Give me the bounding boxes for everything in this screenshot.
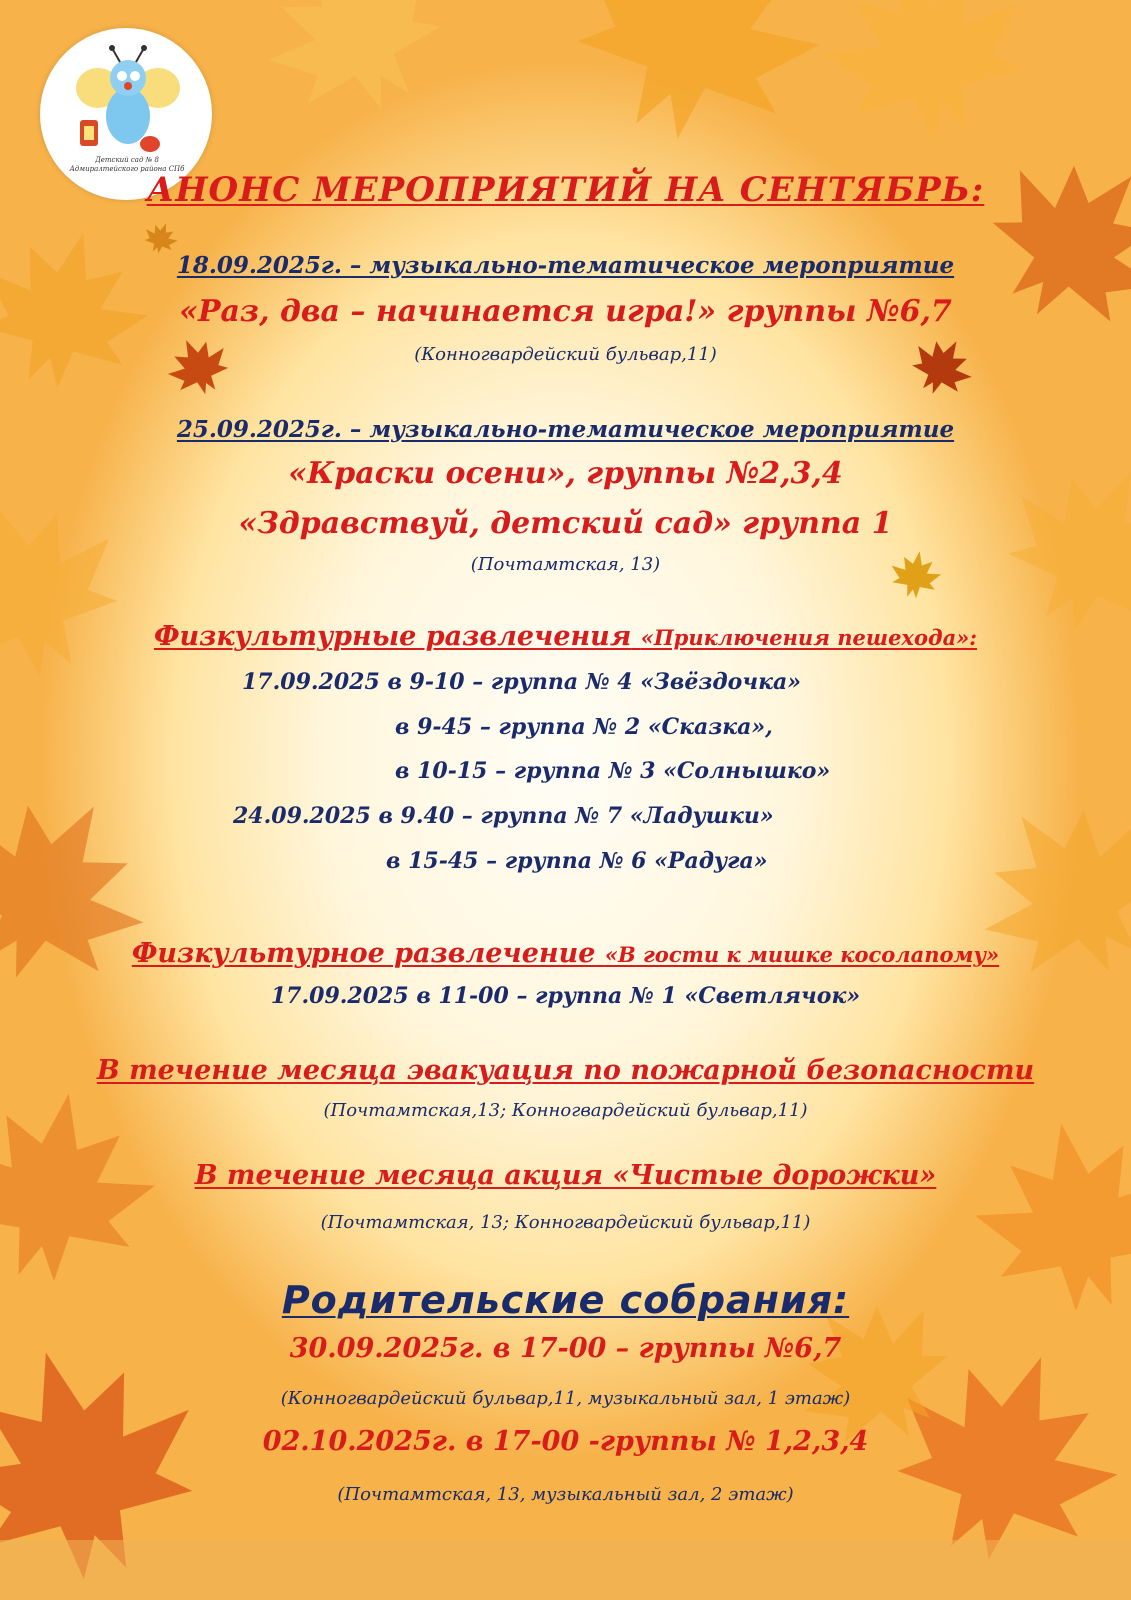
sport1-row-5: в 15-45 – группа № 6 «Радуга» — [386, 848, 768, 874]
evacuation-address: (Почтамтская,13; Конногвардейский бульвар,11) — [323, 1100, 808, 1121]
meetings-title: Родительские собрания: — [281, 1278, 850, 1322]
event1-date-line: 18.09.2025г. – музыкально-тематическое мероприятие — [176, 252, 955, 279]
event2-date-line: 25.09.2025г. – музыкально-тематическое мероприятие — [176, 416, 955, 443]
campaign-address: (Почтамтская, 13; Конногвардейский бульвар,11) — [320, 1212, 811, 1233]
campaign-title: В течение месяца акция «Чистые дорожки» — [194, 1160, 937, 1191]
event2-name-2: «Здравствуй, детский сад» группа 1 — [238, 506, 893, 541]
sport1-row-3: в 10-15 – группа № 3 «Солнышко» — [395, 758, 831, 784]
meeting-1-address: (Конногвардейский бульвар,11, музыкальный зал, 1 этаж) — [280, 1388, 851, 1409]
meeting-1: 30.09.2025г. в 17-00 – группы №6,7 — [289, 1333, 842, 1364]
sport2-subtitle: «В гости к мишке косолапому» — [604, 942, 1000, 967]
sport2-row: 17.09.2025 в 11-00 – группа № 1 «Светлячок» — [270, 983, 861, 1009]
evacuation-title: В течение месяца эвакуация по пожарной безопасности — [96, 1055, 1035, 1086]
page-title: АНОНС МЕРОПРИЯТИЙ НА СЕНТЯБРЬ: — [146, 170, 985, 210]
meeting-2: 02.10.2025г. в 17-00 -группы № 1,2,3,4 — [262, 1426, 869, 1457]
sport1-heading — [0, 621, 1131, 652]
event2-address: (Почтамтская, 13) — [470, 554, 661, 575]
logo-caption: Детский сад № 8 Адмиралтейского района СПб — [69, 156, 185, 173]
event1-address: (Конногвардейский бульвар,11) — [414, 344, 717, 365]
sport1-title: Физкультурные развлечения — [153, 621, 632, 652]
sport2-title: Физкультурное развлечение — [131, 938, 596, 969]
meeting-2-address: (Почтамтская, 13, музыкальный зал, 2 этаж) — [337, 1484, 794, 1505]
event2-name-1: «Краски осени», группы №2,3,4 — [288, 456, 843, 491]
sport1-row-2: в 9-45 – группа № 2 «Сказка», — [395, 714, 773, 740]
sport2-heading — [0, 938, 1131, 969]
event1-name: «Раз, два – начинается игра!» группы №6,7 — [179, 294, 952, 329]
sport1-subtitle: «Приключения пешехода»: — [640, 625, 978, 650]
sport1-row-4: 24.09.2025 в 9.40 – группа № 7 «Ладушки» — [233, 803, 774, 829]
sport1-row-1: 17.09.2025 в 9-10 – группа № 4 «Звёздочка» — [242, 669, 801, 695]
